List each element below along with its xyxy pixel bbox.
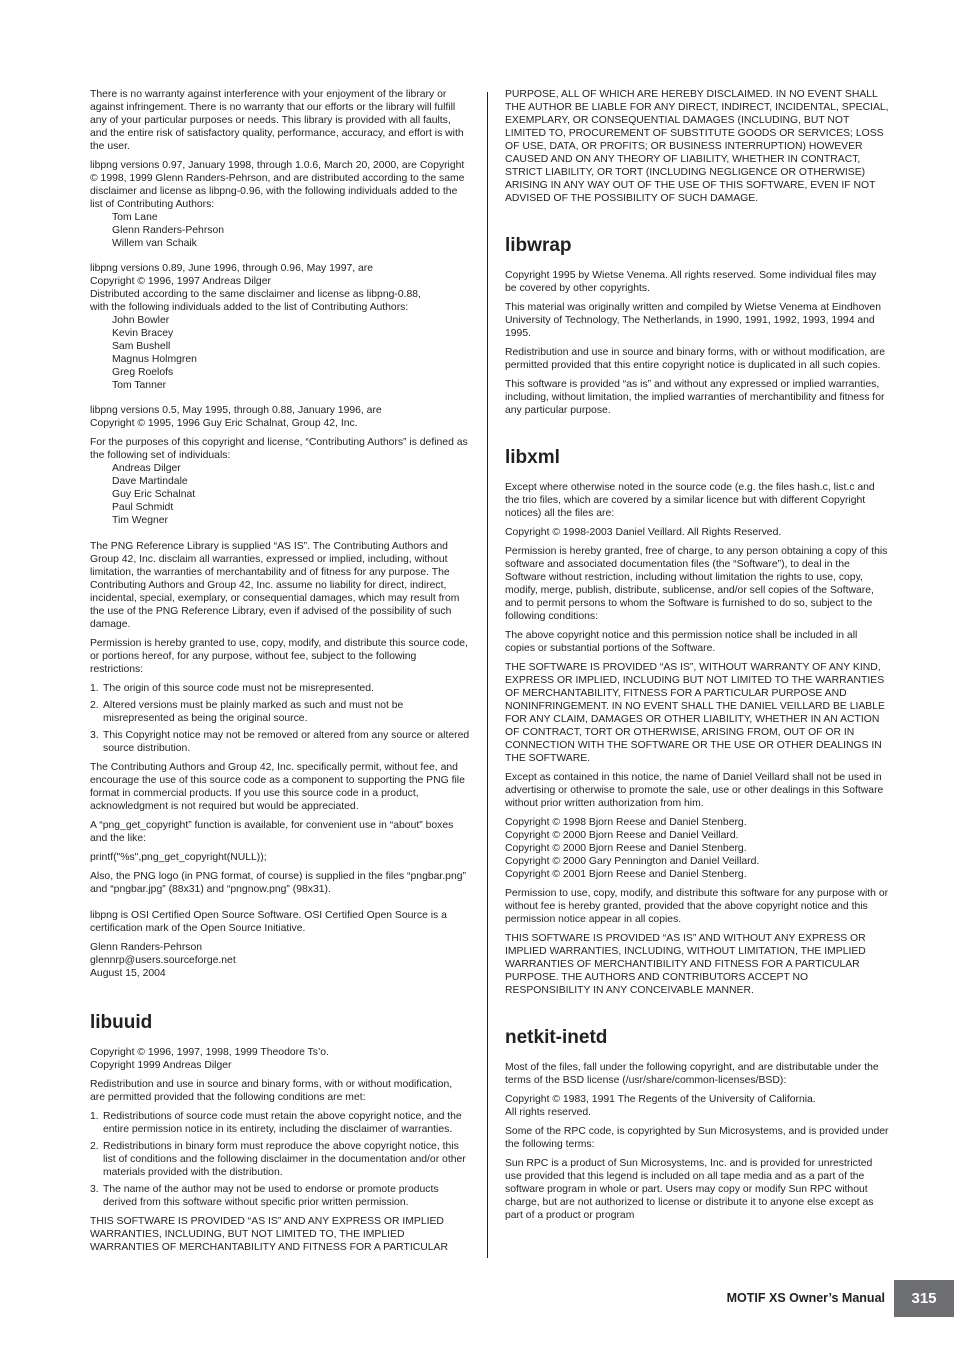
libpng-05-paragraph [90,404,470,430]
section-heading-netkit-inetd: netkit-inetd [505,1027,608,1048]
as-is-paragraph: The PNG Reference Library is supplied “AS IS”. The Contributing Authors and Group 42, Inc. disclaim all warranties, expressed or implied, including, without limitation, the warranties of merchantability and of fitness for any purpose. The Contributing Authors and Group 42, Inc. assume no liability for direct, indirect, incidental, special, exemplary, or consequential damages, which may result from the use of the PNG Reference Library, even if advised of the possibility of such damage. [90,541,460,630]
contributor-name: Willem van Schaik [112,238,197,249]
section-heading-libuuid: libuuid [90,1012,153,1033]
contributor-name: Glenn Randers-Pehrson [112,225,225,236]
copyright-function-paragraph: A “png_get_copyright” function is available, for convenient use in “about” boxes and the like: [90,820,454,844]
list-text: Altered versions must be plainly marked as such and must not be misrepresented as being the original source. [103,700,404,724]
contributor-name: Dave Martindale [112,476,188,487]
column-divider [487,92,488,1258]
text-line: Copyright © 1998 Bjorn Reese and Daniel Stenberg. [505,817,747,828]
list-text: The name of the author may not be used to endorse or promote products derived from this software without specific prior written permission. [103,1184,439,1208]
text-line: Copyright © 1995, 1996 Guy Eric Schalnat, Group 42, Inc. [90,418,358,429]
signature-email: glennrp@users.sourceforge.net [90,955,236,966]
contributing-authors-intro: For the purposes of this copyright and license, “Contributing Authors” is defined as the following set of individuals: [90,437,468,461]
contributor-name: Paul Schmidt [112,502,174,513]
contributor-name: John Bowler [112,315,170,326]
text-line: Copyright © 2000 Gary Pennington and Daniel Veillard. [505,856,760,867]
list-number: 2. [90,700,99,711]
contributor-list [90,462,470,527]
contributor-name: Tom Lane [112,212,158,223]
libuuid-redistribution-paragraph: Redistribution and use in source and binary forms, with or without modification, are permitted provided that the following conditions are met: [90,1079,453,1103]
text-line: Copyright © 2001 Bjorn Reese and Daniel Stenberg. [505,869,747,880]
text-line: Distributed according to the same disclaimer and license as libpng-0.88, [90,289,421,300]
libpng-089-paragraph [90,262,470,392]
text-line: Copyright © 1983, 1991 The Regents of the University of California. [505,1094,816,1105]
libwrap-origin-paragraph: This material was originally written and compiled by Wietse Venema at Eindhoven University of Technology, The Netherlands, in 1990, 1991, 1992, 1993, 1994 and 1995. [505,302,881,339]
libuuid-disclaimer-continued: PURPOSE, ALL OF WHICH ARE HEREBY DISCLAIMED. IN NO EVENT SHALL THE AUTHOR BE LIABLE FOR ANY DIRECT, INDIRECT, INCIDENTAL, SPECIAL, EXEMPLARY, OR CONSEQUENTIAL DAMAGES (INCLUDING, BUT NOT LIMITED TO, PROCUREMENT OF SUBSTITUTE GOODS OR SERVICES; LOSS OF USE, DATA, OR PROFITS; OR BUSINESS INTERRUPTION) HOWEVER CAUSED AND ON ANY THEORY OF LIABILITY, WHETHER IN CONTRACT, STRICT LIABILITY, OR TORT (INCLUDING NEGLIGENCE OR OTHERWISE) ARISING IN ANY WAY OUT OF THE USE OF THIS SOFTWARE, EVEN IF NOT ADVISED OF THE POSSIBILITY OF SUCH DAMAGE. [505,89,889,204]
code-sample: printf("%s",png_get_copyright(NULL)); [90,852,267,863]
manual-title: MOTIF XS Owner’s Manual [726,1291,885,1305]
text-line: Copyright © 2000 Bjorn Reese and Daniel Veillard. [505,830,739,841]
libxml-copyright-list [505,816,889,881]
libxml-notice-paragraph: The above copyright notice and this permission notice shall be included in all copies or substantial portions of the Software. [505,630,858,654]
text-line: with the following individuals added to the list of Contributing Authors: [90,302,409,313]
right-column [505,88,889,1228]
page-number: 315 [894,1280,954,1317]
list-number: 3. [90,730,99,741]
commercial-use-paragraph: The Contributing Authors and Group 42, Inc. specifically permit, without fee, and encourage the use of this source code as a component to supporting the PNG file format in commercial products. If you use this source code in a product, acknowledgment is not required but would be appreciated. [90,762,465,812]
libxml-no-warranty-paragraph: THIS SOFTWARE IS PROVIDED “AS IS” AND WITHOUT ANY EXPRESS OR IMPLIED WARRANTIES, INCLUDING, WITHOUT LIMITATION, THE IMPLIED WARRANTIES OF MERCHANTIBILITY AND FITNESS FOR A PARTICULAR PURPOSE. THE AUTHORS AND CONTRIBUTORS ACCEPT NO RESPONSIBILITY IN ANY CONCEIVABLE MANNER. [505,933,866,996]
list-text: The origin of this source code must not be misrepresented. [103,683,374,694]
libwrap-warranty-paragraph: This software is provided “as is” and without any expressed or implied warranties, including, without limitation, the implied warranties of merchantibility and fitness for any particular purpose. [505,379,885,416]
list-number: 1. [90,683,99,694]
contributor-name: Kevin Bracey [112,328,174,339]
list-text: Redistributions of source code must retain the above copyright notice, and the entire permission notice in its entirety, including the disclaimer of warranties. [103,1111,462,1135]
left-column [90,88,470,1260]
text-line: Copyright © 1996, 1997, 1998, 1999 Theodore Ts’o. [90,1047,329,1058]
contributor-name: Tom Tanner [112,380,167,391]
restrictions-list [90,682,470,755]
section-heading-libwrap: libwrap [505,235,572,256]
list-item [90,1183,470,1209]
signature-date: August 15, 2004 [90,968,166,979]
signature-block [90,941,470,980]
libwrap-copyright-paragraph: Copyright 1995 by Wietse Venema. All rights reserved. Some individual files may be covered by other copyrights. [505,270,877,294]
list-text: This Copyright notice may not be removed or altered from any source or altered source distribution. [103,730,470,754]
contributing-authors-paragraph [90,436,470,527]
libpng-097-paragraph [90,159,470,250]
list-item [90,1110,470,1136]
contributor-name: Magnus Holmgren [112,354,197,365]
contributor-name: Greg Roelofs [112,367,174,378]
contributor-name: Andreas Dilger [112,463,181,474]
warranty-paragraph: There is no warranty against interference with your enjoyment of the library or against infringement. There is no warranty that our efforts or the library will fulfill any of your particular purposes or needs. This library is provided with all faults, and the entire risk of satisfactory quality, performance, accuracy, and effort is with the user. [90,89,464,152]
conditions-list [90,1110,470,1209]
text-line: Copyright © 2000 Bjorn Reese and Daniel Stenberg. [505,843,747,854]
text-line: All rights reserved. [505,1107,592,1118]
libpng-089-intro [90,262,470,314]
libpng-097-intro: libpng versions 0.97, January 1998, through 1.0.6, March 20, 2000, are Copyright © 1998, 1999 Glenn Randers-Pehrson, and are distributed according to the same disclaimer and license as libpng-0.96, with the following individuals added to the list of Contributing Authors: [90,160,465,210]
contributor-list [90,211,470,250]
list-item [90,682,470,695]
list-number: 1. [90,1111,99,1122]
text-line: libpng versions 0.89, June 1996, through 0.96, May 1997, are [90,263,374,274]
libxml-permission-use-paragraph: Permission to use, copy, modify, and distribute this software for any purpose with or without fee is hereby granted, provided that the above copyright notice and this permission notice appear in all copies. [505,888,889,925]
libxml-scope-paragraph: Except where otherwise noted in the source code (e.g. the files hash.c, list.c and the trio files, which are covered by a similar licence but with different Copyright notices) all the files are: [505,482,875,519]
libuuid-copyright [90,1046,470,1072]
osi-paragraph: libpng is OSI Certified Open Source Software. OSI Certified Open Source is a certification mark of the Open Source Initiative. [90,910,447,934]
libxml-copyright-paragraph: Copyright © 1998-2003 Daniel Veillard. All Rights Reserved. [505,527,782,538]
netkit-rpc-paragraph: Some of the RPC code, is copyrighted by Sun Microsystems, and is provided under the following terms: [505,1126,889,1150]
list-item [90,699,470,725]
text-line: Copyright © 1996, 1997 Andreas Dilger [90,276,271,287]
text-line: Copyright 1999 Andreas Dilger [90,1060,232,1071]
libxml-name-usage-paragraph: Except as contained in this notice, the name of Daniel Veillard shall not be used in advertising or otherwise to promote the sale, use or other dealings in this Software without prior written authorization from him. [505,772,884,809]
png-logo-paragraph: Also, the PNG logo (in PNG format, of course) is supplied in the files “pngbar.png” and “pngbar.jpg” (88x31) and “pngnow.png” (98x31). [90,871,466,895]
libwrap-redistribution-paragraph: Redistribution and use in source and binary forms, with or without modification, are permitted provided that this entire copyright notice is duplicated in all such copies. [505,347,886,371]
netkit-copyright [505,1093,889,1119]
netkit-sun-rpc-paragraph: Sun RPC is a product of Sun Microsystems, Inc. and is provided for unrestricted use provided that this legend is included on all tape media and as a part of the software program in whole or part. Users may copy or modify Sun RPC without charge, but are not authorized to license or distribute it to anyone else except as part of a product or program [505,1158,874,1221]
section-heading-libxml: libxml [505,447,560,468]
netkit-license-paragraph: Most of the files, fall under the following copyright, and are distributable under the terms of the BSD license (/usr/share/common-licenses/BSD): [505,1062,879,1086]
signature-name: Glenn Randers-Pehrson [90,942,203,953]
contributor-list [90,314,470,392]
permission-paragraph: Permission is hereby granted to use, copy, modify, and distribute this source code, or portions hereof, for any purpose, without fee, subject to the following restrictions: [90,638,468,675]
text-line: libpng versions 0.5, May 1995, through 0.88, January 1996, are [90,405,382,416]
list-item [90,1140,470,1179]
libuuid-disclaimer-paragraph: THIS SOFTWARE IS PROVIDED “AS IS” AND ANY EXPRESS OR IMPLIED WARRANTIES, INCLUDING, BUT NOT LIMITED TO, THE IMPLIED WARRANTIES OF MERCHANTABILITY AND FITNESS FOR A PARTICULAR [90,1216,448,1253]
list-number: 3. [90,1184,99,1195]
contributor-name: Guy Eric Schalnat [112,489,196,500]
list-item [90,729,470,755]
contributor-name: Tim Wegner [112,515,169,526]
contributor-name: Sam Bushell [112,341,171,352]
list-number: 2. [90,1141,99,1152]
libxml-disclaimer-paragraph: THE SOFTWARE IS PROVIDED “AS IS”, WITHOUT WARRANTY OF ANY KIND, EXPRESS OR IMPLIED, INCLUDING BUT NOT LIMITED TO THE WARRANTIES OF MERCHANTABILITY, FITNESS FOR A PARTICULAR PURPOSE AND NONINFRINGEMENT. IN NO EVENT SHALL THE DANIEL VEILLARD BE LIABLE FOR ANY CLAIM, DAMAGES OR OTHER LIABILITY, WHETHER IN AN ACTION OF CONTRACT, TORT OR OTHERWISE, ARISING FROM, OUT OF OR IN CONNECTION WITH THE SOFTWARE OR THE USE OR OTHER DEALINGS IN THE SOFTWARE. [505,662,885,764]
list-text: Redistributions in binary form must reproduce the above copyright notice, this list of conditions and the following disclaimer in the documentation and/or other materials provided with the distribution. [103,1141,466,1178]
libxml-permission-paragraph: Permission is hereby granted, free of charge, to any person obtaining a copy of this software and associated documentation files (the “Software”), to deal in the Software without restriction, including without limitation the rights to use, copy, modify, merge, publish, distribute, sublicense, and/or sell copies of the Software, and to permit persons to whom the Software is furnished to do so, subject to the following conditions: [505,546,888,622]
